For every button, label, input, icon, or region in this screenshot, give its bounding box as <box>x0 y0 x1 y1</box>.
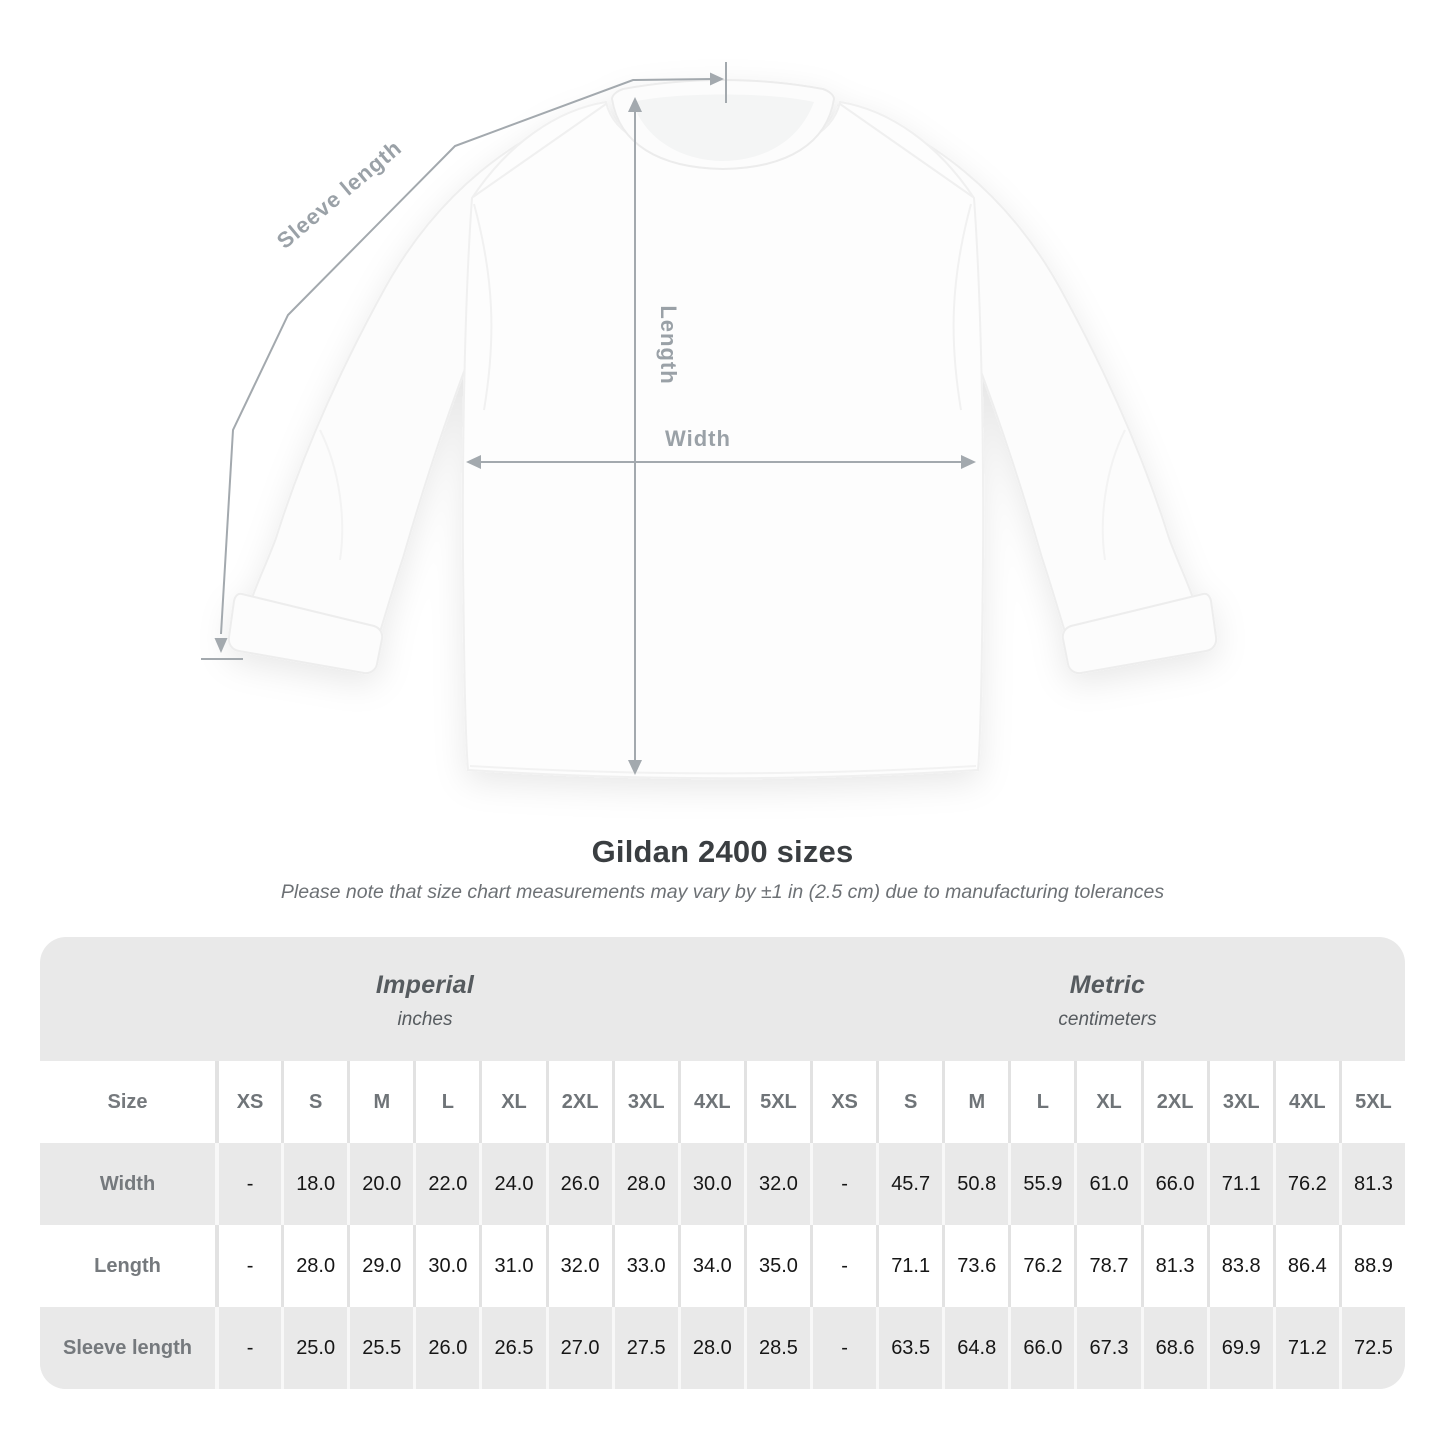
row-label: Length <box>40 1225 215 1307</box>
value-cell: - <box>215 1143 281 1225</box>
value-cell: 20.0 <box>347 1143 413 1225</box>
tolerance-note: Please note that size chart measurements may vary by ±1 in (2.5 cm) due to manufacturing tolerances <box>280 881 1165 903</box>
size-header-imperial-3xl: 3XL <box>612 1061 678 1143</box>
value-cell: 28.0 <box>612 1143 678 1225</box>
value-cell: 72.5 <box>1339 1307 1405 1389</box>
value-cell: 30.0 <box>413 1225 479 1307</box>
size-header-imperial-5xl: 5XL <box>744 1061 810 1143</box>
value-cell: 66.0 <box>1141 1143 1207 1225</box>
value-cell: 78.7 <box>1074 1225 1140 1307</box>
value-cell: 61.0 <box>1074 1143 1140 1225</box>
unit-group-band <box>40 937 1405 1061</box>
value-cell: - <box>810 1143 876 1225</box>
value-cell: 71.2 <box>1273 1307 1339 1389</box>
value-cell: - <box>215 1225 281 1307</box>
value-cell: 30.0 <box>678 1143 744 1225</box>
value-cell: 26.0 <box>413 1307 479 1389</box>
size-chart-table <box>40 937 1405 1389</box>
row-label: Sleeve length <box>40 1307 215 1389</box>
value-cell: 22.0 <box>413 1143 479 1225</box>
width-label: Width <box>665 426 731 451</box>
value-cell: 34.0 <box>678 1225 744 1307</box>
value-cell: - <box>810 1307 876 1389</box>
value-cell: 28.0 <box>281 1225 347 1307</box>
size-header-imperial-m: M <box>347 1061 413 1143</box>
imperial-group-title: Imperial <box>375 971 475 999</box>
value-cell: 73.6 <box>942 1225 1008 1307</box>
value-cell: 66.0 <box>1008 1307 1074 1389</box>
value-cell: 50.8 <box>942 1143 1008 1225</box>
size-header-metric-m: M <box>942 1061 1008 1143</box>
metric-group-header <box>810 937 1405 1061</box>
size-header-metric-5xl: 5XL <box>1339 1061 1405 1143</box>
sleeve-length-label: Sleeve length <box>271 134 407 254</box>
size-header-imperial-s: S <box>281 1061 347 1143</box>
value-cell: 29.0 <box>347 1225 413 1307</box>
value-cell: 67.3 <box>1074 1307 1140 1389</box>
size-header-metric-4xl: 4XL <box>1273 1061 1339 1143</box>
size-header-metric-xl: XL <box>1074 1061 1140 1143</box>
size-header-metric-3xl: 3XL <box>1207 1061 1273 1143</box>
value-cell: 25.5 <box>347 1307 413 1389</box>
value-cell: 26.5 <box>479 1307 545 1389</box>
size-header-metric-s: S <box>876 1061 942 1143</box>
value-cell: 45.7 <box>876 1143 942 1225</box>
value-cell: 71.1 <box>876 1225 942 1307</box>
size-column-header: Size <box>40 1061 215 1143</box>
metric-group-unit: centimeters <box>1058 1009 1157 1030</box>
value-cell: 68.6 <box>1141 1307 1207 1389</box>
size-header-imperial-xl: XL <box>479 1061 545 1143</box>
value-cell: 81.3 <box>1339 1143 1405 1225</box>
value-cell: 76.2 <box>1008 1225 1074 1307</box>
value-cell: - <box>810 1225 876 1307</box>
value-cell: - <box>215 1307 281 1389</box>
metric-group-title: Metric <box>1069 971 1146 999</box>
size-header-imperial-2xl: 2XL <box>546 1061 612 1143</box>
value-cell: 35.0 <box>744 1225 810 1307</box>
value-cell: 18.0 <box>281 1143 347 1225</box>
value-cell: 63.5 <box>876 1307 942 1389</box>
value-cell: 27.5 <box>612 1307 678 1389</box>
size-grid <box>40 1061 1405 1389</box>
size-header-imperial-l: L <box>413 1061 479 1143</box>
value-cell: 32.0 <box>546 1225 612 1307</box>
value-cell: 32.0 <box>744 1143 810 1225</box>
value-cell: 64.8 <box>942 1307 1008 1389</box>
value-cell: 55.9 <box>1008 1143 1074 1225</box>
value-cell: 81.3 <box>1141 1225 1207 1307</box>
row-label: Width <box>40 1143 215 1225</box>
value-cell: 28.0 <box>678 1307 744 1389</box>
value-cell: 76.2 <box>1273 1143 1339 1225</box>
value-cell: 69.9 <box>1207 1307 1273 1389</box>
value-cell: 86.4 <box>1273 1225 1339 1307</box>
size-header-imperial-xs: XS <box>215 1061 281 1143</box>
size-header-imperial-4xl: 4XL <box>678 1061 744 1143</box>
size-header-metric-xs: XS <box>810 1061 876 1143</box>
size-header-metric-l: L <box>1008 1061 1074 1143</box>
imperial-group-unit: inches <box>397 1009 453 1030</box>
value-cell: 31.0 <box>479 1225 545 1307</box>
length-label: Length <box>656 305 681 385</box>
value-cell: 28.5 <box>744 1307 810 1389</box>
value-cell: 25.0 <box>281 1307 347 1389</box>
size-header-metric-2xl: 2XL <box>1141 1061 1207 1143</box>
value-cell: 33.0 <box>612 1225 678 1307</box>
page-title: Gildan 2400 sizes <box>591 834 854 869</box>
value-cell: 24.0 <box>479 1143 545 1225</box>
imperial-group-header <box>40 937 810 1061</box>
value-cell: 26.0 <box>546 1143 612 1225</box>
value-cell: 83.8 <box>1207 1225 1273 1307</box>
value-cell: 88.9 <box>1339 1225 1405 1307</box>
value-cell: 71.1 <box>1207 1143 1273 1225</box>
value-cell: 27.0 <box>546 1307 612 1389</box>
